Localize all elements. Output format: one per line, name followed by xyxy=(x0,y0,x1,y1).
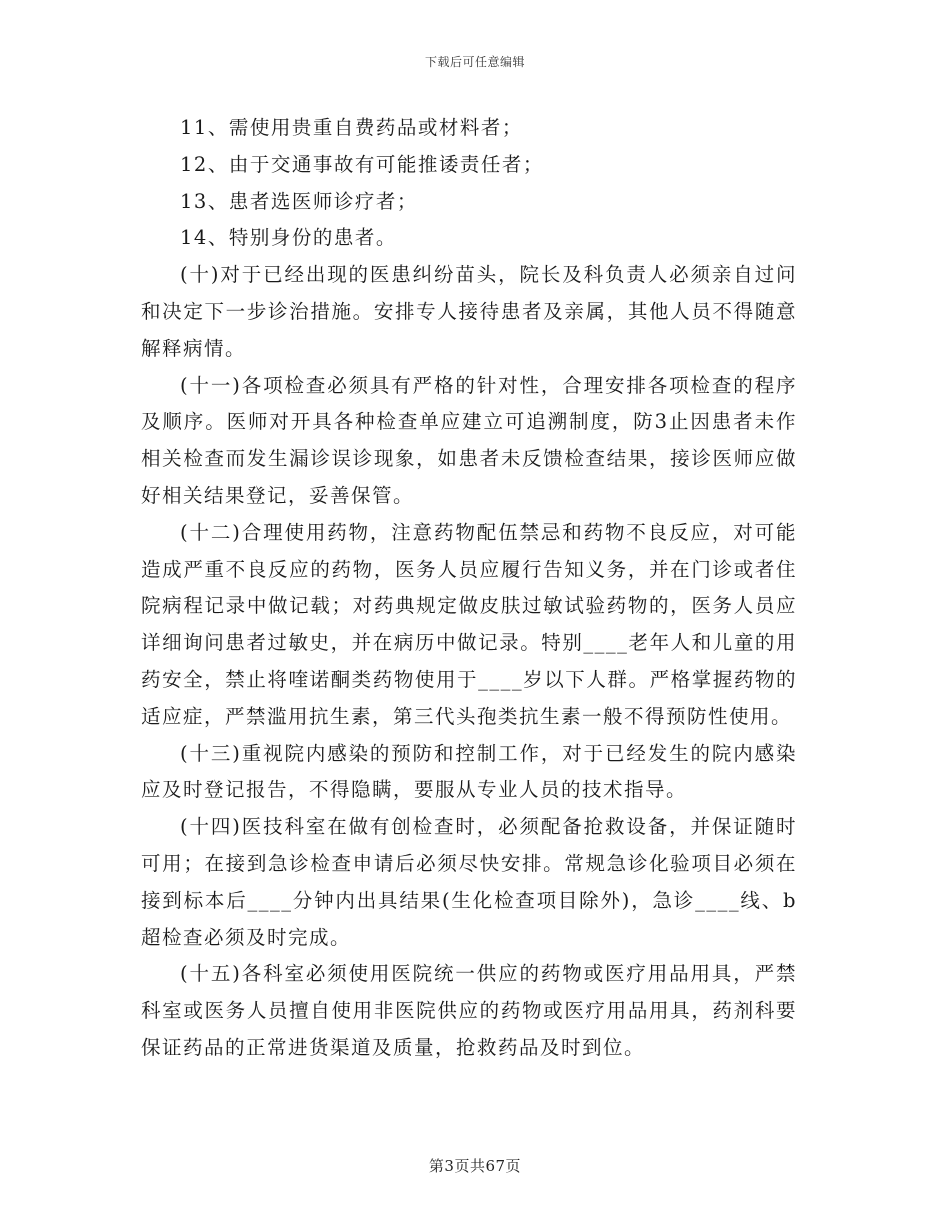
list-item-14: 14、特别身份的患者。 xyxy=(180,226,397,250)
document-body xyxy=(141,110,797,1067)
list-item-12: 12、由于交通事故有可能推诿责任者； xyxy=(180,152,544,176)
section-10-paragraph: (十)对于已经出现的医患纠纷苗头，院长及科负责人必须亲自过问和决定下一步诊治措施。安排专人接待患者及亲属，其他人员不得随意解释病情。 xyxy=(141,263,797,360)
list-item-13: 13、患者选医师诊疗者； xyxy=(180,189,418,213)
list-item-11: 11、需使用贵重自费药品或材料者； xyxy=(180,116,523,139)
section-14-paragraph: (十四)医技科室在做有创检查时，必须配备抢救设备，并保证随时可用；在接到急诊检查申请后必须尽快安排。常规急诊化验项目必须在接到标本后____分钟内出具结果(生化检查项目除外)，急诊____线、b超检查必须及时完成。 xyxy=(141,815,797,949)
section-12-paragraph: (十二)合理使用药物，注意药物配伍禁忌和药物不良反应，对可能造成严重不良反应的药物，医务人员应履行告知义务，并在门诊或者住院病程记录中做记载；对药典规定做皮肤过敏试验药物的，医务人员应详细询问患者过敏史，并在病历中做记录。特别____老年人和儿童的用药安全，禁止将喹诺酮类药物使用于____岁以下人群。严格掌握药物的适应症，严禁滥用抗生素，第三代头孢类抗生素一般不得预防性使用。 xyxy=(141,520,797,728)
section-15-paragraph: (十五)各科室必须使用医院统一供应的药物或医疗用品用具，严禁科室或医务人员擅自使用非医院供应的药物或医疗用品用具，药剂科要保证药品的正常进货渠道及质量，抢救药品及时到位。 xyxy=(141,962,797,1059)
section-13-paragraph: (十三)重视院内感染的预防和控制工作，对于已经发生的院内感染应及时登记报告，不得隐瞒，要服从专业人员的技术指导。 xyxy=(141,741,797,802)
section-11-paragraph: (十一)各项检查必须具有严格的针对性，合理安排各项检查的程序及顺序。医师对开具各种检查单应建立可追溯制度，防3止因患者未作相关检查而发生漏诊误诊现象，如患者未反馈检查结果，接诊医师应做好相关结果登记，妥善保管。 xyxy=(141,373,797,507)
page-header: 下载后可任意编辑 xyxy=(424,55,525,69)
page-number-footer: 第3页共67页 xyxy=(428,1157,522,1175)
